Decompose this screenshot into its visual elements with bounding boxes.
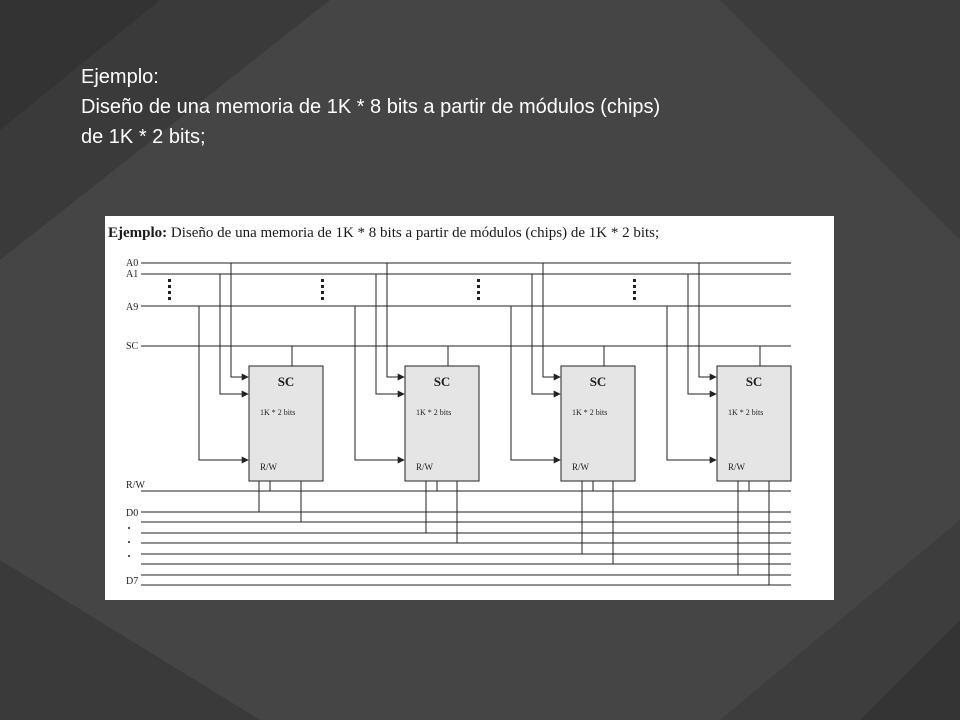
- data-bus-ellipsis: [128, 527, 130, 557]
- memory-diagram-figure: [105, 216, 834, 600]
- memory-chip-3: [511, 263, 635, 564]
- slide-title: [81, 62, 881, 152]
- slide-title-line-3: de 1K * 2 bits;: [81, 126, 206, 148]
- slide-title-line-2: Diseño de una memoria de 1K * 8 bits a partir de módulos (chips): [81, 96, 661, 118]
- memory-chip-1: [199, 263, 323, 522]
- chip-rw-label: R/W: [416, 462, 433, 472]
- signal-label-a0: A0: [126, 258, 139, 269]
- signal-label-d7: D7: [126, 576, 139, 587]
- control-and-data-bus-lines: [141, 491, 791, 585]
- address-ellipsis-markers: [168, 279, 636, 300]
- chip-size-label: 1K * 2 bits: [260, 408, 296, 417]
- chip-rw-label: R/W: [728, 462, 745, 472]
- memory-chip-2: [355, 263, 479, 543]
- chip-select-label: SC: [745, 374, 763, 389]
- chip-select-label: SC: [433, 374, 451, 389]
- chip-rw-label: R/W: [260, 462, 277, 472]
- figure-title: [108, 225, 659, 241]
- slide-title-line-1: Ejemplo:: [81, 66, 159, 88]
- memory-diagram: [105, 216, 834, 600]
- chip-size-label: 1K * 2 bits: [728, 408, 764, 417]
- memory-chip-4: [667, 263, 791, 585]
- chip-rw-label: R/W: [572, 462, 589, 472]
- figure-title-rest: Diseño de una memoria de 1K * 8 bits a partir de módulos (chips) de 1K * 2 bits;: [167, 225, 660, 241]
- chip-size-label: 1K * 2 bits: [572, 408, 608, 417]
- address-bus-lines: [141, 263, 791, 306]
- signal-label-d0: D0: [126, 508, 139, 519]
- figure-title-bold: Ejemplo:: [108, 225, 168, 241]
- signal-label-rw: R/W: [126, 480, 145, 491]
- chip-size-label: 1K * 2 bits: [416, 408, 452, 417]
- signal-label-a9: A9: [126, 302, 139, 313]
- signal-label-sc: SC: [126, 341, 139, 352]
- signal-label-a1: A1: [126, 269, 139, 280]
- chip-select-label: SC: [277, 374, 295, 389]
- chip-select-label: SC: [589, 374, 607, 389]
